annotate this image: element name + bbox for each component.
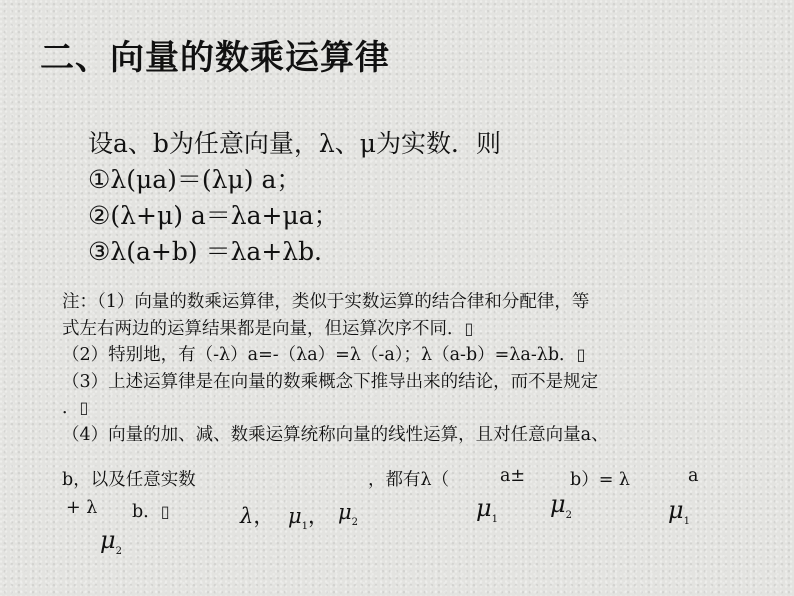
formula-mu-2-large-bottom: $\mu_2$	[100, 526, 122, 557]
note-4-line-2-mid: ，都有λ（	[368, 470, 450, 490]
formula-mu-1-large-right: $\mu_1$	[668, 496, 690, 527]
note-4-line-3-b: b．▯	[132, 502, 170, 522]
law-distributive-vector: ③λ(a+b) ＝λa+λb．	[88, 237, 340, 266]
missing-glyph-icon: ▯	[464, 318, 474, 338]
notes	[62, 289, 762, 448]
operation-laws	[88, 126, 501, 270]
laws-intro: 设a、b为任意向量，λ、μ为实数．则	[88, 129, 502, 158]
formula-mu-2-large: $\mu_2$	[550, 490, 572, 521]
missing-glyph-icon: ▯	[160, 502, 170, 521]
note-1-line-1: 注：（1）向量的数乘运算律，类似于实数运算的结合律和分配律，等	[62, 292, 590, 312]
note-3-line-1: （3）上述运算律是在向量的数乘概念下推导出来的结论，而不是规定	[62, 371, 599, 392]
note-4-fragment-b-eq: b）= λ	[570, 470, 631, 490]
slide-title: 二、向量的数乘运算律	[40, 38, 390, 78]
note-4-line-2-start: b，以及任意实数	[62, 470, 196, 490]
note-4-line-1: （4）向量的加、减、数乘运算统称向量的线性运算，且对任意向量a、	[62, 424, 609, 445]
missing-glyph-icon: ▯	[79, 398, 89, 417]
formula-mu-1-large: $\mu_1$	[476, 494, 498, 525]
formula-lambda: λ，	[240, 504, 275, 528]
note-3-line-2: ．▯	[62, 398, 89, 418]
law-distributive-scalar: ②(λ+μ) a＝λa+μa；	[88, 201, 339, 230]
missing-glyph-icon: ▯	[576, 345, 586, 364]
note-1-line-2: 式左右两边的运算结果都是向量，但运算次序不同．▯	[62, 318, 474, 339]
note-2: （2）特别地，有（-λ）a=-（λa）=λ（-a）；λ（a-b）=λa-λb．▯	[62, 345, 586, 365]
note-4-fragment-a: a	[688, 466, 699, 486]
law-associative: ①λ(μa)＝(λμ) a；	[88, 165, 302, 194]
note-4-fragment-a-pm: a±	[500, 466, 526, 486]
note-4-line-3-start: + λ	[66, 498, 98, 518]
formula-mu-1: $\mu_1$，	[288, 504, 330, 532]
formula-mu-2: $\mu_2$	[338, 500, 359, 528]
